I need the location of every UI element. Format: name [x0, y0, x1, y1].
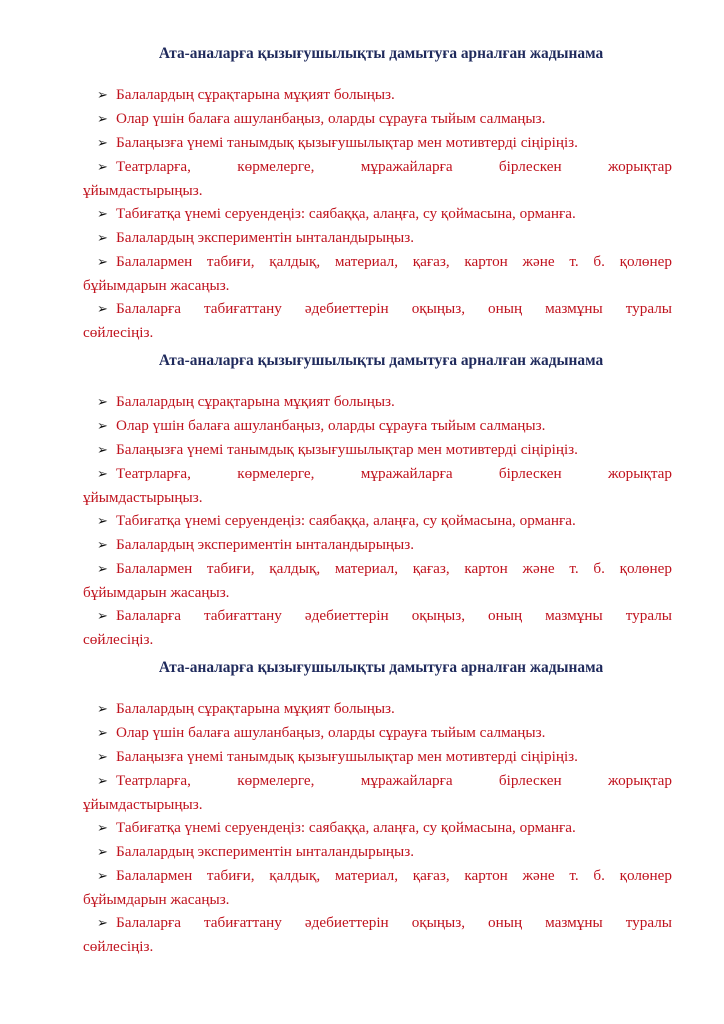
list-item: ➢ Театрларға, көрмелерге, мұражайларға бірлескен жорықтар ұйымдастырыңыз. — [83, 772, 672, 813]
arrow-bullet-icon: ➢ — [97, 88, 108, 103]
arrow-bullet-icon: ➢ — [97, 845, 108, 860]
memo-title: Ата-аналарға қызығушылықты дамытуға арналған жадынама — [158, 659, 604, 676]
list-item: ➢ Балаңызға үнемі танымдық қызығушылықтар мен мотивтерді сіңіріңіз. — [90, 745, 672, 769]
arrow-bullet-icon: ➢ — [97, 112, 108, 127]
memo-title: Ата-аналарға қызығушылықты дамытуға арналған жадынама — [158, 45, 604, 62]
memo-list — [83, 390, 672, 651]
memo-list — [83, 697, 672, 958]
arrow-bullet-icon: ➢ — [97, 443, 108, 458]
list-item: ➢ Табиғатқа үнемі серуендеңіз: саябаққа, алаңға, су қоймасына, орманға. — [90, 202, 672, 226]
list-item: ➢ Балаңызға үнемі танымдық қызығушылықтар мен мотивтерді сіңіріңіз. — [90, 438, 672, 462]
list-item: ➢ Балалармен табиғи, қалдық, материал, қағаз, картон және т. б. қолөнер бұйымдарын жасаңыз. — [83, 253, 672, 294]
list-item: ➢ Театрларға, көрмелерге, мұражайларға бірлескен жорықтар ұйымдастырыңыз. — [83, 158, 672, 199]
arrow-bullet-icon: ➢ — [97, 821, 108, 836]
memo-list — [83, 83, 672, 344]
list-item: ➢ Балалардың экспериментін ынталандырыңыз. — [90, 840, 672, 864]
list-item: ➢ Балаларға табиғаттану әдебиеттерін оқыңыз, оның мазмұны туралы сөйлесіңіз. — [83, 607, 672, 648]
list-item: ➢ Олар үшін балаға ашуланбаңыз, оларды сұрауға тыйым салмаңыз. — [90, 721, 672, 745]
arrow-bullet-icon: ➢ — [97, 207, 108, 222]
arrow-bullet-icon: ➢ — [97, 702, 108, 717]
arrow-bullet-icon: ➢ — [97, 916, 108, 931]
list-item: ➢ Балалардың сұрақтарына мұқият болыңыз. — [90, 83, 672, 107]
memo-block-2 — [83, 351, 672, 651]
arrow-bullet-icon: ➢ — [97, 467, 108, 482]
arrow-bullet-icon: ➢ — [97, 726, 108, 741]
arrow-bullet-icon: ➢ — [97, 514, 108, 529]
memo-block-1 — [83, 44, 672, 344]
memo-title: Ата-аналарға қызығушылықты дамытуға арналған жадынама — [158, 352, 604, 369]
arrow-bullet-icon: ➢ — [97, 255, 108, 270]
list-item: ➢ Табиғатқа үнемі серуендеңіз: саябаққа, алаңға, су қоймасына, орманға. — [90, 509, 672, 533]
list-item: ➢ Балаларға табиғаттану әдебиеттерін оқыңыз, оның мазмұны туралы сөйлесіңіз. — [83, 914, 672, 955]
arrow-bullet-icon: ➢ — [97, 774, 108, 789]
arrow-bullet-icon: ➢ — [97, 136, 108, 151]
arrow-bullet-icon: ➢ — [97, 231, 108, 246]
list-item: ➢ Балалардың сұрақтарына мұқият болыңыз. — [90, 390, 672, 414]
arrow-bullet-icon: ➢ — [97, 302, 108, 317]
arrow-bullet-icon: ➢ — [97, 419, 108, 434]
list-item: ➢ Балаларға табиғаттану әдебиеттерін оқыңыз, оның мазмұны туралы сөйлесіңіз. — [83, 300, 672, 341]
list-item: ➢ Балалармен табиғи, қалдық, материал, қағаз, картон және т. б. қолөнер бұйымдарын жасаңыз. — [83, 867, 672, 908]
list-item: ➢ Табиғатқа үнемі серуендеңіз: саябаққа, алаңға, су қоймасына, орманға. — [90, 816, 672, 840]
list-item: ➢ Олар үшін балаға ашуланбаңыз, оларды сұрауға тыйым салмаңыз. — [90, 414, 672, 438]
list-item: ➢ Балалардың экспериментін ынталандырыңыз. — [90, 533, 672, 557]
arrow-bullet-icon: ➢ — [97, 160, 108, 175]
list-item: ➢ Балалардың экспериментін ынталандырыңыз. — [90, 226, 672, 250]
arrow-bullet-icon: ➢ — [97, 562, 108, 577]
list-item: ➢ Олар үшін балаға ашуланбаңыз, оларды сұрауға тыйым салмаңыз. — [90, 107, 672, 131]
arrow-bullet-icon: ➢ — [97, 538, 108, 553]
memo-block-3 — [83, 658, 672, 958]
arrow-bullet-icon: ➢ — [97, 609, 108, 624]
list-item: ➢ Балалармен табиғи, қалдық, материал, қағаз, картон және т. б. қолөнер бұйымдарын жасаңыз. — [83, 560, 672, 601]
arrow-bullet-icon: ➢ — [97, 750, 108, 765]
list-item: ➢ Театрларға, көрмелерге, мұражайларға бірлескен жорықтар ұйымдастырыңыз. — [83, 465, 672, 506]
arrow-bullet-icon: ➢ — [97, 869, 108, 884]
arrow-bullet-icon: ➢ — [97, 395, 108, 410]
list-item: ➢ Балаңызға үнемі танымдық қызығушылықтар мен мотивтерді сіңіріңіз. — [90, 131, 672, 155]
list-item: ➢ Балалардың сұрақтарына мұқият болыңыз. — [90, 697, 672, 721]
